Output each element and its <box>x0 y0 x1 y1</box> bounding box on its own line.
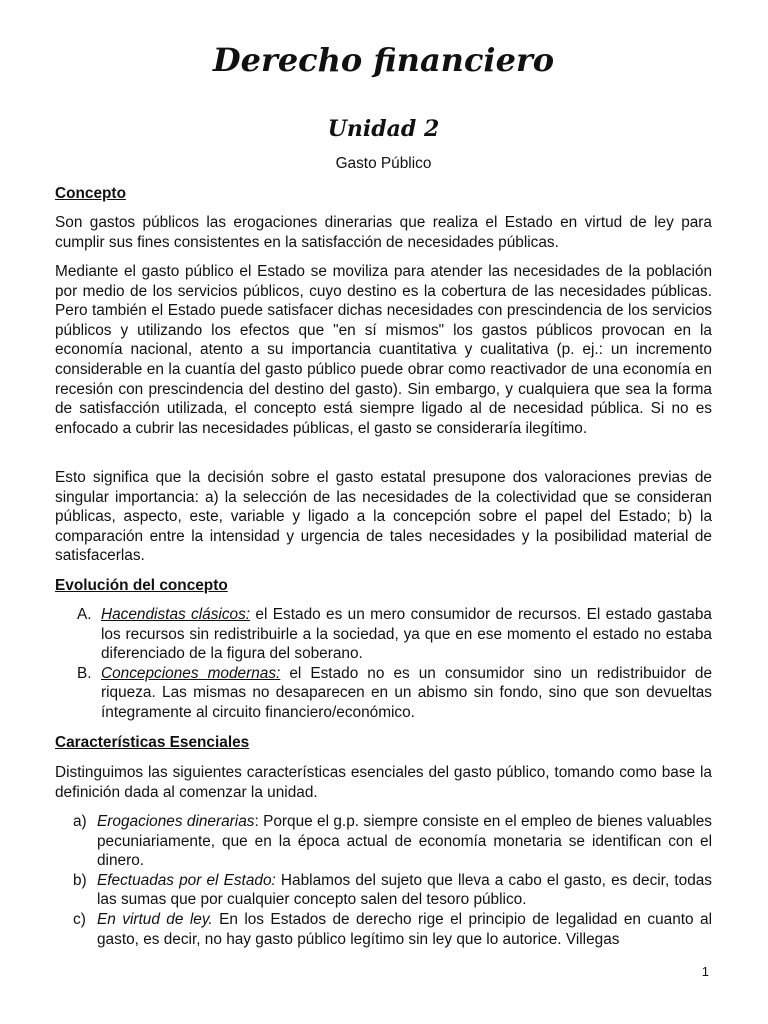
list-marker: c) <box>73 910 86 928</box>
section-caracteristicas <box>55 733 712 753</box>
list-item <box>55 871 712 910</box>
list-text: : Porque el g.p. siempre consiste en el empleo de bienes valuables pecuniariamente, que en la época actual de economía monetaria se identifican con el dinero. <box>97 813 712 870</box>
section-heading-concepto: Concepto <box>55 185 126 202</box>
list-item <box>55 664 712 723</box>
paragraph-concepto-3 <box>55 468 712 566</box>
paragraph-text: Son gastos públicos las erogaciones dinerarias que realiza el Estado en virtud de ley para cumplir sus fines consistentes en la satisfacción de necesidades públicas. <box>55 214 712 251</box>
list-marker: B. <box>77 664 92 682</box>
list-text: el Estado no es un consumidor sino un redistribuidor de riqueza. Las mismas no desaparecen en un abismo sin fondo, sino que son devueltas íntegramente al circuito financiero/económico. <box>101 664 713 721</box>
section-evolucion <box>55 576 712 596</box>
list-marker: A. <box>77 606 92 623</box>
document-title: Derecho financiero <box>212 41 555 79</box>
list-item <box>55 812 712 871</box>
list-item <box>55 605 712 664</box>
unit-subtitle: Gasto Público <box>335 155 432 172</box>
paragraph-concepto-2 <box>55 262 712 438</box>
list-text: el Estado es un mero consumidor de recursos. El estado gastaba los recursos sin redistribuirle a la sociedad, ya que en ese momento el estado no estaba diferenciado de la figura del soberano. <box>101 606 712 663</box>
list-term: En virtud de ley. <box>97 910 213 928</box>
paragraph-text: Distinguimos las siguientes características esenciales del gasto público, tomando como base la definición dada al comenzar la unidad. <box>55 764 712 801</box>
list-term: Efectuadas por el Estado: <box>97 871 276 889</box>
list-marker: a) <box>73 813 87 830</box>
list-evolucion <box>55 605 712 723</box>
paragraph-concepto-1 <box>55 213 712 252</box>
list-item <box>55 910 712 949</box>
paragraph-text: Esto significa que la decisión sobre el gasto estatal presupone dos valoraciones previas de singular importancia: a) la selección de las necesidades de la colectividad que se consideran públicas, aspecto, este, variable y ligado a la concepción sobre el papel del Estado; b) la comparación entre la intensidad y urgencia de tales necesidades y la posibilidad material de satisfacerlas. <box>55 469 712 565</box>
section-heading-caracteristicas: Características Esenciales <box>55 734 250 751</box>
list-text: Hablamos del sujeto que lleva a cabo el gasto, es decir, todas las sumas que por cualquier concepto salen del tesoro público. <box>97 871 713 909</box>
unit-heading: Unidad 2 <box>327 116 440 142</box>
list-marker: b) <box>73 871 87 889</box>
list-term: Hacendistas clásicos: <box>101 606 251 623</box>
list-term: Concepciones modernas: <box>101 664 281 682</box>
list-text: En los Estados de derecho rige el principio de legalidad en cuanto al gasto, es decir, no hay gasto público legítimo sin ley que lo autorice. Villegas <box>97 910 712 948</box>
page-number: 1 <box>701 964 709 979</box>
paragraph-caracteristicas-intro <box>55 763 712 802</box>
list-caracteristicas <box>55 812 712 949</box>
section-heading-evolucion: Evolución del concepto <box>55 577 228 594</box>
section-concepto <box>55 184 712 204</box>
list-term: Erogaciones dinerarias <box>97 813 255 830</box>
paragraph-text: Mediante el gasto público el Estado se moviliza para atender las necesidades de la población por medio de los servicios públicos, cuyo destino es la cobertura de las necesidades públicas. Pero también el Estado puede satisfacer dichas necesidades con prescindencia de los servicios públicos y utilizando los efectos que "en sí mismos" los gastos públicos provocan en la economía nacional, atento a su importancia cuantitativa y cualitativa (p. ej.: un incremento considerable en la cuantía del gasto público puede obrar como reactivador de una economía en recesión con prescindencia del destino del gasto). Sin embargo, y cualquiera que sea la forma de satisfacción utilizada, el concepto está siempre ligado al de necesidad pública. Si no es enfocado a cubrir las necesidades públicas, el gasto se consideraría ilegítimo. <box>55 263 712 437</box>
